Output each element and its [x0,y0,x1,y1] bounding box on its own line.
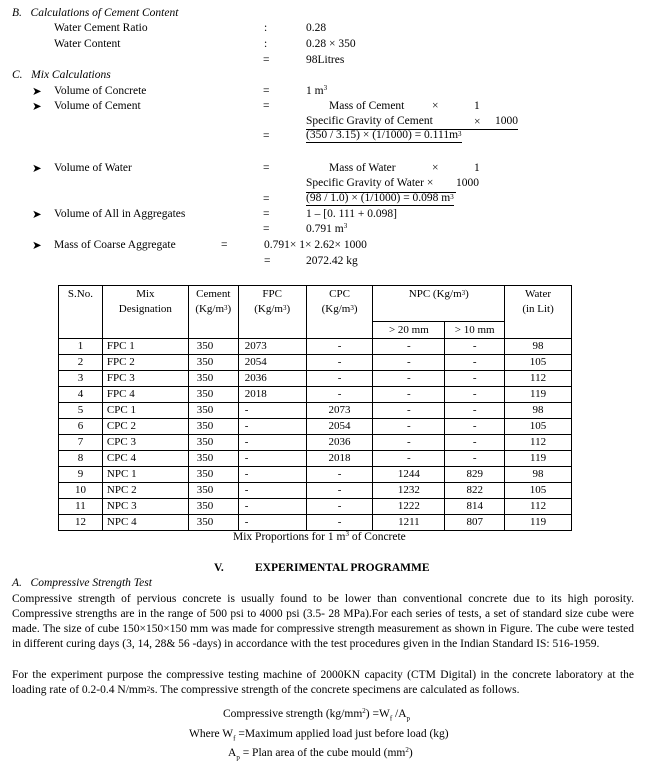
table-cell: - [306,499,373,515]
table-cell: 119 [505,515,572,531]
table-cell: - [445,371,505,387]
water-content-label: Water Content [54,38,121,50]
table-cell: - [238,419,306,435]
vol-agg-label: Volume of All in Aggregates [54,208,186,220]
table-cell: - [445,355,505,371]
table-cell: 350 [188,451,238,467]
table-cell: - [445,403,505,419]
table-header-row [59,286,572,322]
vol-agg-op2: = [263,223,270,235]
table-cell: 12 [59,515,103,531]
table-cell: - [373,419,445,435]
table-cell: - [373,451,445,467]
header-water: Water (in Lit) [505,286,572,339]
table-cell: - [445,387,505,403]
header-npc-20mm: > 20 mm [373,322,445,339]
table-cell: - [306,515,373,531]
table-row [59,339,572,355]
arrow-bullet-icon: ➤ [32,163,42,175]
table-cell: 350 [188,467,238,483]
table-cell: 1232 [373,483,445,499]
table-cell: 350 [188,419,238,435]
table-cell: 350 [188,435,238,451]
section-a-title: Compressive Strength Test [30,577,152,589]
header-cpc: CPC $(Kg/m^3)$ [306,286,373,339]
table-cell: 2018 [306,451,373,467]
table-cell: 2073 [238,339,306,355]
table-row [59,451,572,467]
table-cell: - [445,451,505,467]
vol-agg-value2: 0.791 $m^3$ [306,222,348,235]
table-cell: 112 [505,435,572,451]
vol-concrete-label: Volume of Concrete [54,85,147,97]
wc-ratio-value: 0.28 [306,22,327,34]
coarse-op: = [221,239,228,251]
section-c-title: Mix Calculations [31,69,111,81]
table-cell: - [373,435,445,451]
section-v-title: EXPERIMENTAL PROGRAMME [255,562,430,574]
table-cell: 98 [505,403,572,419]
vol-agg-op: = [263,208,270,220]
table-cell: 9 [59,467,103,483]
section-b-heading [12,7,178,19]
table-cell: 814 [445,499,505,515]
arrow-bullet-icon: ➤ [32,240,42,252]
table-cell: FPC 4 [102,387,188,403]
table-cell: NPC 2 [102,483,188,499]
table-cell: 1244 [373,467,445,483]
table-cell: - [306,387,373,403]
paragraph-1: Compressive strength of pervious concrete is usually found to be lower than conventional concrete due to its high porosity. Compressive strengths are in the range of 500 psi to 4000 psi (3.5- 28 MPa).For each series of tests, a set of standard size cube were made. The size of cube 150×150×150 mm was made for compressive strength measurement as shown in Figure. The cube were tested in different curing days (3, 14, 28& 56 -days) in accordance with the test procedures given in the Indian Standard IS: 516-1959. [12,593,634,650]
formula-line-1: Compressive strength $(kg/mm^2) =W_f$ $/A_p$ [223,707,411,723]
vol-water-times: × [432,162,439,174]
water-litres-op: = [263,54,270,66]
vol-water-op: = [263,162,270,174]
table-cell: 112 [505,371,572,387]
table-cell: 2018 [238,387,306,403]
table-cell: - [373,355,445,371]
vol-cement-denominator: Specific Gravity of Cement [306,115,433,127]
table-row [59,355,572,371]
table-cell: - [238,451,306,467]
section-c-heading [12,69,111,81]
section-a-heading [12,577,152,589]
paragraph-2: For the experiment purpose the compressive testing machine of 2000KN capacity (CTM Digital) in the concrete laboratory at the loading rate of 0.2-0.4 $N/mm^2s$. The compressive strength of the concrete specimens are calculated as follows. [12,669,634,696]
formula-line-2: Where $W_f$ =Maximum applied load just before load (kg) [189,728,449,743]
table-cell: - [238,435,306,451]
table-cell: 6 [59,419,103,435]
section-c-label: C. [12,69,23,81]
table-cell: - [373,403,445,419]
table-cell: FPC 2 [102,355,188,371]
vol-agg-value: 1 – [0. 111 + 0.098] [306,208,397,220]
table-cell: 350 [188,403,238,419]
table-cell: NPC 3 [102,499,188,515]
table-cell: 350 [188,483,238,499]
table-cell: - [238,515,306,531]
table-cell: - [373,371,445,387]
table-cell: 2036 [306,435,373,451]
table-cell: 350 [188,499,238,515]
section-b-label: B. [12,7,22,19]
arrow-bullet-icon: ➤ [32,101,42,113]
arrow-bullet-icon: ➤ [32,86,42,98]
table-cell: 98 [505,339,572,355]
vol-water-op2: = [263,193,270,205]
table-row [59,435,572,451]
vol-concrete-value: 1 $m^3$ [306,84,328,97]
table-cell: 8 [59,451,103,467]
table-row [59,483,572,499]
table-cell: 807 [445,515,505,531]
table-cell: 2073 [306,403,373,419]
table-cell: CPC 4 [102,451,188,467]
table-cell: 119 [505,451,572,467]
table-cell: 5 [59,403,103,419]
table-cell: 98 [505,467,572,483]
table-cell: - [373,339,445,355]
table-row [59,371,572,387]
table-cell: - [445,339,505,355]
water-litres-value: 98Litres [306,54,345,66]
header-mix: Mix Designation [102,286,188,339]
section-a-label: A. [12,577,22,589]
vol-cement-label: Volume of Cement [54,100,141,112]
vol-cement-numerator: Mass of Cement [329,100,405,112]
table-cell: - [238,483,306,499]
table-cell: 2036 [238,371,306,387]
table-cell: NPC 4 [102,515,188,531]
table-cell: - [306,339,373,355]
table-cell: 2054 [306,419,373,435]
table-cell: 105 [505,483,572,499]
table-cell: 11 [59,499,103,515]
header-sno: S.No. [59,286,103,339]
formula-line-3: $A_p$ = Plan area of the cube mould $(mm^2)$ [228,746,413,762]
table-cell: CPC 1 [102,403,188,419]
vol-cement-result: $(350 / 3.15) \times (1/1000) = 0.111m^3$ [306,129,462,141]
table-cell: 105 [505,419,572,435]
vol-water-label: Volume of Water [54,162,132,174]
table-row [59,387,572,403]
table-cell: 10 [59,483,103,499]
coarse-label: Mass of Coarse Aggregate [54,239,176,251]
table-cell: CPC 3 [102,435,188,451]
table-cell: 350 [188,371,238,387]
table-cell: - [238,499,306,515]
header-fpc: FPC $(Kg/m^3)$ [238,286,306,339]
table-cell: 4 [59,387,103,403]
table-cell: 2054 [238,355,306,371]
table-cell: - [445,435,505,451]
table-cell: 350 [188,355,238,371]
table-cell: 350 [188,515,238,531]
table-cell: - [238,467,306,483]
vol-water-denominator: Specific Gravity of Water × [306,177,434,189]
table-cell: 350 [188,387,238,403]
table-cell: - [373,387,445,403]
vol-cement-op2: = [263,130,270,142]
table-row [59,403,572,419]
table-cell: - [306,467,373,483]
table-cell: NPC 1 [102,467,188,483]
vol-water-one: 1 [474,162,480,174]
table-cell: 2 [59,355,103,371]
table-cell: FPC 1 [102,339,188,355]
arrow-bullet-icon: ➤ [32,209,42,221]
table-cell: 105 [505,355,572,371]
table-cell: 1 [59,339,103,355]
section-v-num: V. [214,562,224,574]
table-cell: 829 [445,467,505,483]
table-cell: - [306,371,373,387]
section-b-title: Calculations of Cement Content [30,7,179,19]
vol-concrete-op: = [263,85,270,97]
table-cell: 1222 [373,499,445,515]
table-row [59,419,572,435]
coarse-op2: = [264,255,271,267]
table-cell: - [306,483,373,499]
table-row [59,467,572,483]
mix-proportions-table [58,285,572,531]
table-caption: Mix Proportions for 1 $m^3$ of Concrete [233,530,406,543]
vol-water-thousand: 1000 [456,177,479,189]
header-npc: NPC $(Kg/m^3)$ [373,286,505,322]
vol-water-numerator: Mass of Water [329,162,396,174]
vol-cement-times: × [432,100,439,112]
coarse-value: 0.791× 1× 2.62× 1000 [264,239,367,251]
table-cell: 112 [505,499,572,515]
vol-cement-thousand: 1000 [495,115,518,127]
wc-ratio-op: : [264,22,268,34]
table-cell: 1211 [373,515,445,531]
vol-water-result: (98 / 1.0) × (1/1000) = 0.098 $m^3$ [306,192,454,204]
table-cell: FPC 3 [102,371,188,387]
table-cell: 822 [445,483,505,499]
table-cell: 119 [505,387,572,403]
table-cell: CPC 2 [102,419,188,435]
table-cell: 350 [188,339,238,355]
vol-cement-op: = [263,100,270,112]
table-row [59,515,572,531]
vol-cement-one: 1 [474,100,480,112]
table-cell: 3 [59,371,103,387]
header-npc-10mm: > 10 mm [445,322,505,339]
table-cell: 7 [59,435,103,451]
water-content-value: 0.28 × 350 [306,38,356,50]
table-cell: - [445,419,505,435]
vol-cement-times2: × [474,116,481,128]
coarse-value2: 2072.42 kg [306,255,358,267]
header-cement: Cement $(Kg/m^3)$ [188,286,238,339]
table-row [59,499,572,515]
wc-ratio-label: Water Cement Ratio [54,22,148,34]
table-cell: - [238,403,306,419]
water-content-op: : [264,38,268,50]
table-cell: - [306,355,373,371]
